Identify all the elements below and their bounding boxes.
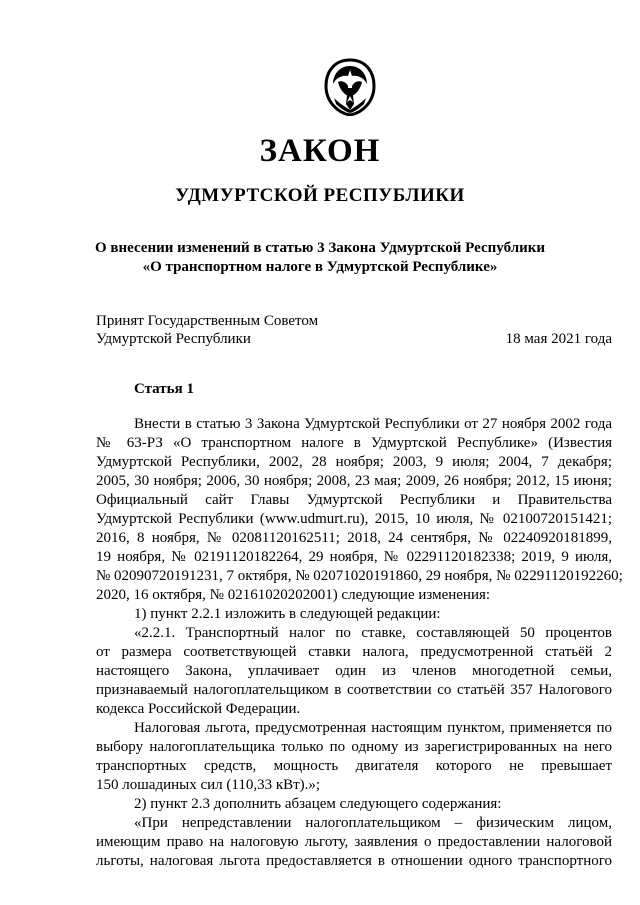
article-text-line: Удмуртской Республики (www.udmurt.ru), 2015, 10 июля, № 02100720151421; [96, 511, 612, 527]
adoption-line: Удмуртской Республики [96, 331, 251, 347]
article-text-line: 2) пункт 2.3 дополнить абзацем следующего содержания: [134, 796, 502, 812]
udmurtia-coat-of-arms-icon [324, 58, 376, 116]
article-text-line: «При непредставлении налогоплательщиком – физическим лицом, [134, 815, 612, 831]
adoption-line: Принят Государственным Советом [96, 313, 319, 329]
article-text-line: 19 ноября, № 02191120182264, 29 ноября, № 02291120182338; 2019, 9 июля, [96, 549, 612, 565]
article-text-line: 1) пункт 2.2.1 изложить в следующей редакции: [134, 606, 441, 622]
article-text-line: Официальный сайт Главы Удмуртской Республики и Правительства [96, 492, 612, 508]
article-text-line: № 63-РЗ «О транспортном налоге в Удмуртской Республике» (Известия [96, 435, 612, 451]
adoption-date: 18 мая 2021 года [505, 331, 612, 347]
article-text-line: кодекса Российской Федерации. [96, 701, 301, 717]
article-text-line: выбору налогоплательщика только по одному из зарегистрированных на него [96, 739, 612, 755]
document-heading-line: О внесении изменений в статью 3 Закона Удмуртской Республики [94, 240, 546, 256]
law-subtitle: УДМУРТСКОЙ РЕСПУБЛИКИ [175, 185, 465, 206]
article-text-line: «2.2.1. Транспортный налог по ставке, составляющей 50 процентов [134, 625, 612, 641]
article-text-line: 2016, 8 ноября, № 02081120162511; 2018, 24 сентября, № 02240920181899, [96, 530, 612, 546]
article-text-line: 150 лошадиных сил (110,33 кВт).»; [96, 777, 321, 793]
article-text-line: от размера соответствующей ставки налога, предусмотренной статьёй 2 [96, 644, 612, 660]
article-text-line: признаваемый налогоплательщиком в соответствии со статьёй 357 Налогового [96, 682, 612, 698]
law-title: ЗАКОН [259, 133, 381, 169]
article-text-line: 2020, 16 октября, № 02161020202001) следующие изменения: [96, 587, 491, 603]
article-text-line: Удмуртской Республики, 2002, 28 ноября; 2003, 9 июля; 2004, 7 декабря; [96, 454, 612, 470]
article-text-line: № 02090720191231, 7 октября, № 02071020191860, 29 ноября, № 02291120192260; [96, 568, 623, 584]
article-text-line: Внести в статью 3 Закона Удмуртской Республики от 27 ноября 2002 года [134, 416, 612, 432]
article-text-line: Налоговая льгота, предусмотренная настоящим пунктом, применяется по [134, 720, 612, 736]
article-text-line: льготы, налоговая льгота предоставляется в отношении одного транспортного [96, 853, 612, 869]
article-text-line: транспортных средств, мощность двигателя которого не превышает [96, 758, 612, 774]
article-title: Статья 1 [134, 381, 194, 397]
article-text-line: 2005, 30 ноября; 2006, 30 ноября; 2008, 23 мая; 2009, 26 ноября; 2012, 15 июня; [96, 473, 612, 489]
article-text-line: имеющим право на налоговую льготу, заявления о предоставлении налоговой [96, 834, 612, 850]
article-text-line: настоящего Закона, уплачивает один из членов многодетной семьи, [96, 663, 612, 679]
document-heading-line: «О транспортном налоге в Удмуртской Республике» [142, 259, 498, 275]
